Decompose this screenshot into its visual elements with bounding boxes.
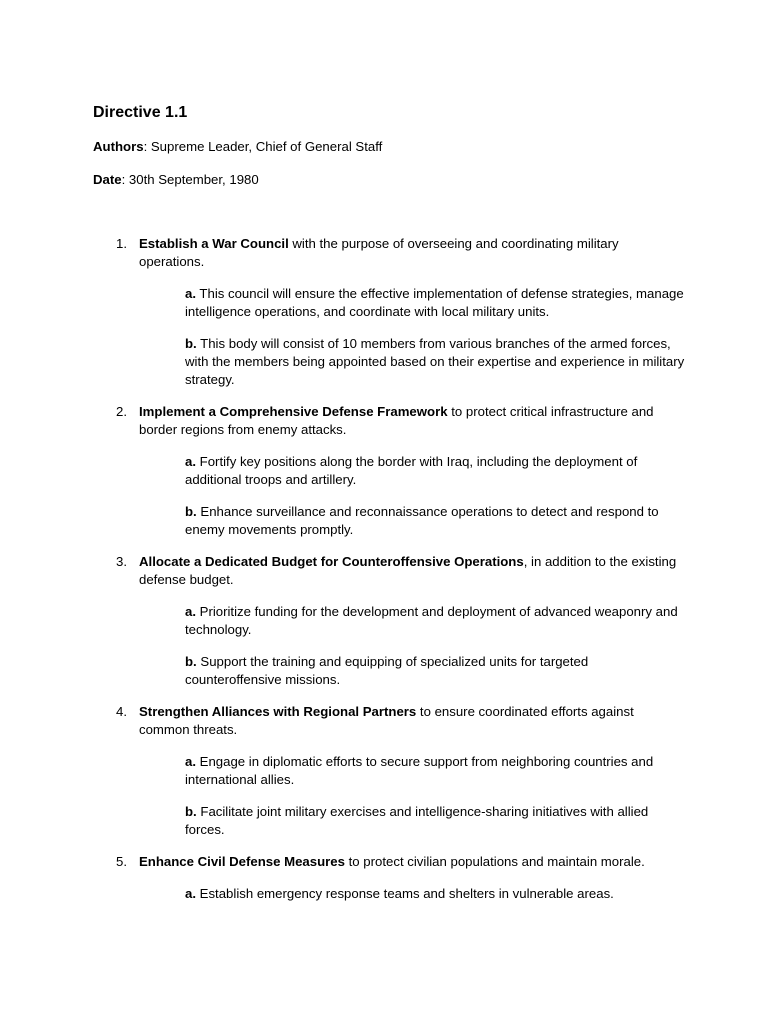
date-label: Date xyxy=(93,172,122,187)
document-title: Directive 1.1 xyxy=(93,104,188,121)
directive-heading xyxy=(116,703,684,739)
directive-text: to protect civilian populations and maintain morale. xyxy=(344,854,645,869)
sub-letter: a. xyxy=(185,286,196,301)
directive-list xyxy=(0,235,768,917)
sub-letter: a. xyxy=(185,886,196,901)
directive-number: 3. xyxy=(116,554,127,569)
sub-text: Establish emergency response teams and shelters in vulnerable areas. xyxy=(196,886,614,901)
sub-item xyxy=(185,285,685,321)
sub-list xyxy=(0,453,768,539)
directive-item xyxy=(0,553,768,689)
sub-item xyxy=(185,453,685,489)
sub-item xyxy=(185,503,685,539)
directive-heading xyxy=(116,235,684,271)
directive-number: 2. xyxy=(116,404,127,419)
directive-item xyxy=(0,403,768,539)
sub-item xyxy=(185,803,685,839)
sub-list xyxy=(0,285,768,389)
sub-item xyxy=(185,753,685,789)
sub-letter: a. xyxy=(185,604,196,619)
sub-item xyxy=(185,653,685,689)
sub-list xyxy=(0,603,768,689)
directive-heading xyxy=(116,553,684,589)
directive-text: to ensure coordinated efforts against common threats. xyxy=(139,704,634,737)
sub-text: Enhance surveillance and reconnaissance operations to detect and respond to enemy movements promptly. xyxy=(185,504,659,537)
authors-line xyxy=(93,138,382,156)
sub-text: Engage in diplomatic efforts to secure support from neighboring countries and international allies. xyxy=(185,754,654,787)
directive-lead: Establish a War Council xyxy=(139,236,289,251)
directive-item xyxy=(0,703,768,839)
directive-text: , in addition to the existing defense budget. xyxy=(139,554,677,587)
sub-text: Prioritize funding for the development and deployment of advanced weaponry and technology. xyxy=(185,604,678,637)
date-value: : 30th September, 1980 xyxy=(121,172,259,187)
directive-lead: Implement a Comprehensive Defense Framework xyxy=(139,404,448,419)
directive-lead: Strengthen Alliances with Regional Partners xyxy=(139,704,417,719)
sub-text: This council will ensure the effective implementation of defense strategies, manage intelligence operations, and coordinate with local military units. xyxy=(185,286,684,319)
directive-number: 5. xyxy=(116,854,127,869)
directive-number: 1. xyxy=(116,236,127,251)
sub-letter: a. xyxy=(185,754,196,769)
directive-heading xyxy=(116,853,684,871)
authors-value: : Supreme Leader, Chief of General Staff xyxy=(143,139,383,154)
sub-item xyxy=(185,885,685,903)
directive-item xyxy=(0,853,768,903)
sub-letter: b. xyxy=(185,504,197,519)
directive-number: 4. xyxy=(116,704,127,719)
sub-item xyxy=(185,603,685,639)
sub-text: This body will consist of 10 members from various branches of the armed forces, with the members being appointed based on their expertise and experience in military strategy. xyxy=(185,336,685,387)
directive-item xyxy=(0,235,768,389)
authors-label: Authors xyxy=(93,139,144,154)
date-line xyxy=(93,171,259,189)
directive-heading xyxy=(116,403,684,439)
directive-lead: Allocate a Dedicated Budget for Counteroffensive Operations xyxy=(139,554,524,569)
sub-letter: a. xyxy=(185,454,196,469)
sub-letter: b. xyxy=(185,336,197,351)
sub-list xyxy=(0,753,768,839)
sub-text: Fortify key positions along the border with Iraq, including the deployment of additional troops and artillery. xyxy=(185,454,638,487)
sub-list xyxy=(0,885,768,903)
sub-text: Support the training and equipping of specialized units for targeted counteroffensive missions. xyxy=(185,654,589,687)
directive-text: with the purpose of overseeing and coordinating military operations. xyxy=(139,236,619,269)
sub-letter: b. xyxy=(185,654,197,669)
sub-text: Facilitate joint military exercises and intelligence-sharing initiatives with allied forces. xyxy=(185,804,649,837)
directive-text: to protect critical infrastructure and border regions from enemy attacks. xyxy=(139,404,654,437)
sub-item xyxy=(185,335,685,389)
directive-lead: Enhance Civil Defense Measures xyxy=(139,854,345,869)
sub-letter: b. xyxy=(185,804,197,819)
